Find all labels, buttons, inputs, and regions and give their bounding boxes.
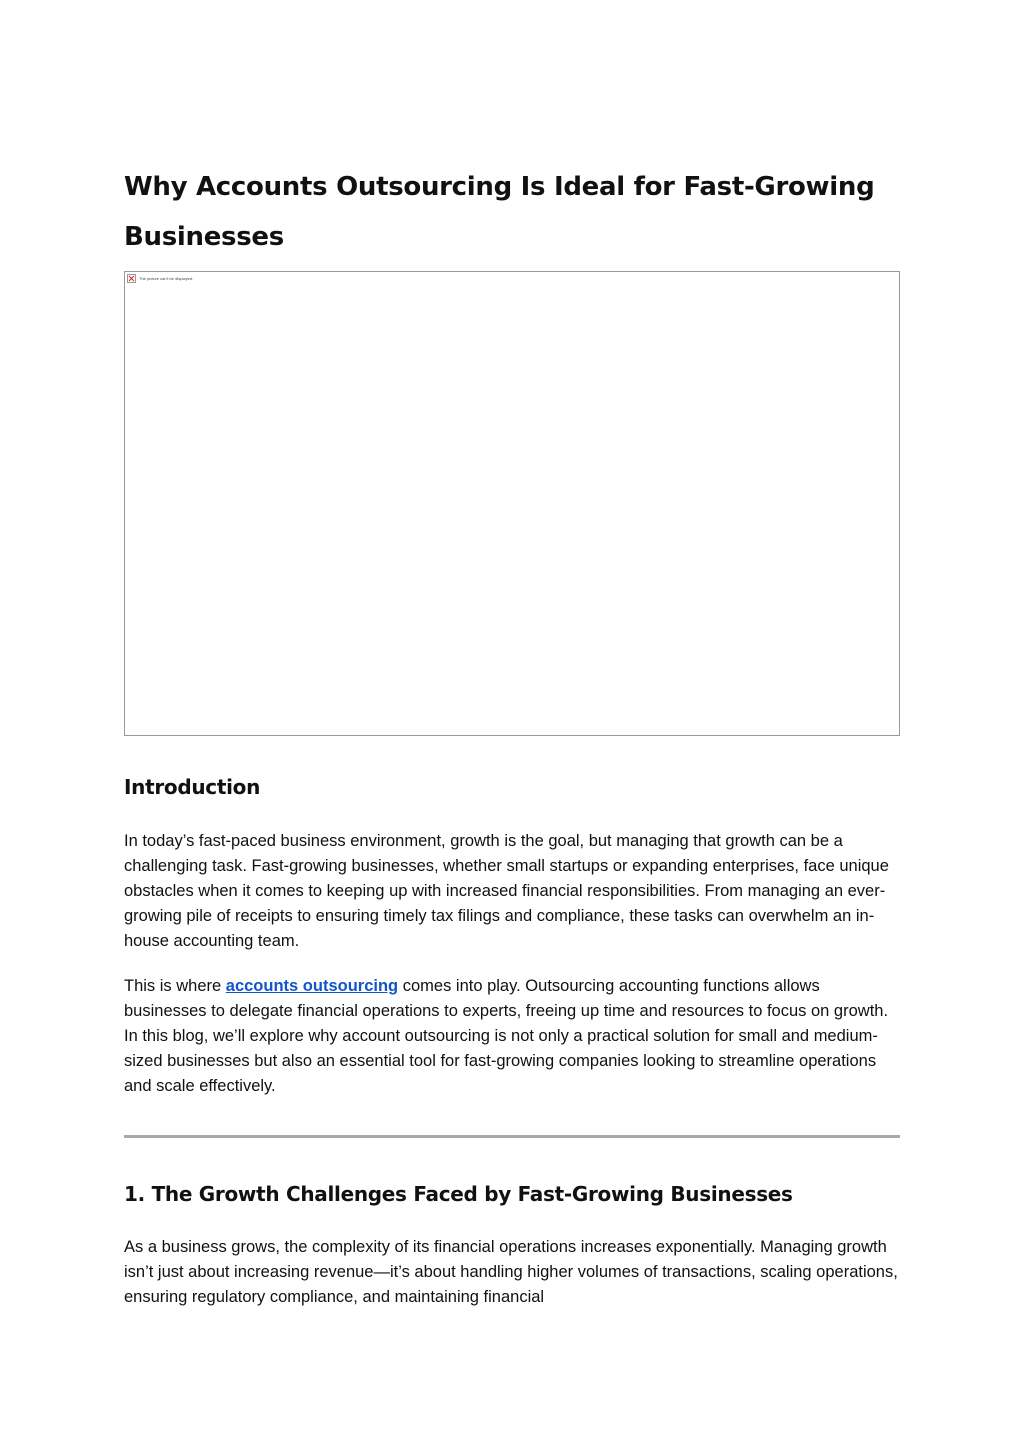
broken-image-icon: [127, 274, 136, 283]
paragraph-2-rest-text: comes into play. Outsourcing accounting functions allows businesses to delegate financial operations to experts, freeing up time and resources to focus on growth. In this blog, we’ll explore why account outsourcing is not only a practical solution for small and medium-sized businesses but also an essential tool for fast-growing companies looking to streamline operations and scale effectively.: [124, 977, 889, 1095]
introduction-paragraph-1: In today’s fast-paced business environment, growth is the goal, but managing that growth can be a challenging task. Fast-growing businesses, whether small startups or expanding enterprises, face unique obstacles when it comes to keeping up with increased financial responsibilities. From managing an ever-growing pile of receipts to ensuring timely tax filings and compliance, these tasks can overwhelm an in-house accounting team.: [124, 832, 889, 950]
introduction-heading: Introduction: [124, 775, 261, 799]
paragraph-2-lead-text: This is where: [124, 977, 226, 995]
image-placeholder: [124, 271, 900, 736]
section-1-heading: 1. The Growth Challenges Faced by Fast-Growing Businesses: [124, 1182, 793, 1206]
section-1-paragraph-1: As a business grows, the complexity of its financial operations increases exponentially. Managing growth isn’t just about increasing revenue—it’s about handling higher volumes of transactions, scaling operations, ensuring regulatory compliance, and maintaining financial: [124, 1238, 898, 1306]
introduction-paragraph-2: [124, 974, 900, 1099]
broken-image-text: The picture can't be displayed.: [139, 275, 194, 281]
section-divider: [124, 1135, 900, 1138]
broken-image-indicator: [127, 274, 193, 283]
accounts-outsourcing-link[interactable]: accounts outsourcing: [225, 977, 399, 995]
document-title: Why Accounts Outsourcing Is Ideal for Fast-Growing Businesses: [124, 172, 875, 252]
